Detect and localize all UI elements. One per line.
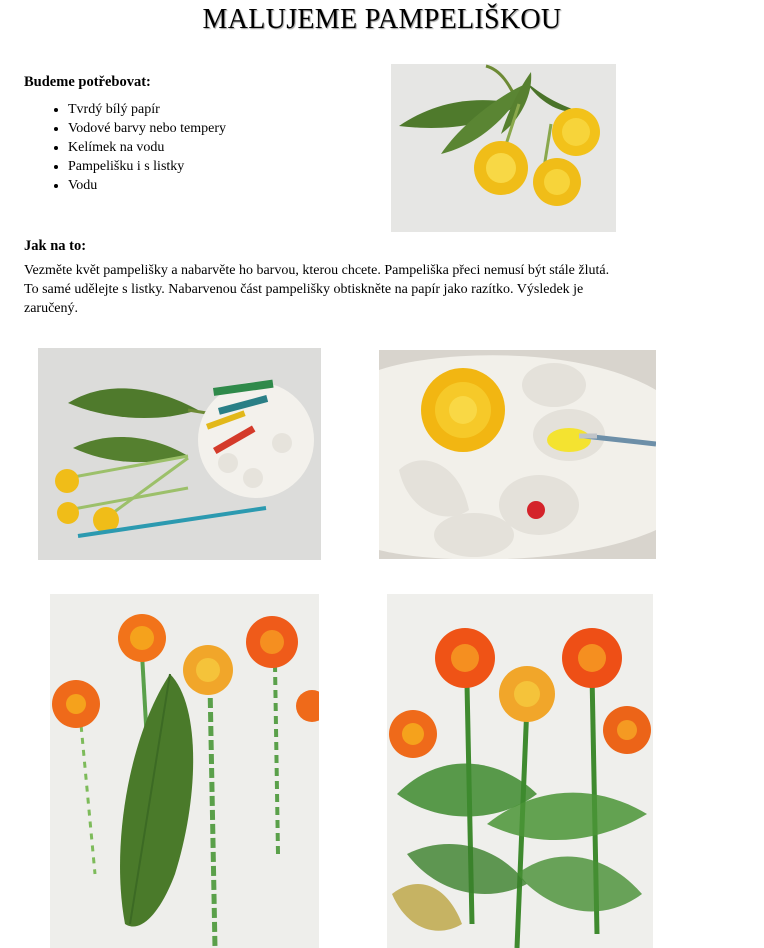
- howto-paragraph: [24, 261, 684, 318]
- howto-heading: Jak na to:: [24, 238, 87, 254]
- painting-photo: [379, 350, 656, 559]
- list-item: • Vodové barvy nebo tempery: [68, 119, 226, 138]
- page-title: MALUJEME PAMPELIŠKOU: [202, 4, 562, 35]
- howto-line: To samé udělejte s listky. Nabarvenou část pampelišky obtiskněte na papír jako razítko. Výsledek je: [24, 282, 584, 297]
- print-result-photo-1: [50, 594, 319, 948]
- howto-line: zaručený.: [24, 301, 79, 316]
- list-item: • Kelímek na vodu: [68, 138, 226, 157]
- howto-line: Vezměte květ pampelišky a nabarvěte ho barvou, kterou chcete. Pampeliška přeci nemusí být stále žlutá.: [24, 263, 610, 278]
- list-item: • Vodu: [68, 176, 226, 195]
- list-item: • Pampelišku i s listky: [68, 157, 226, 176]
- supplies-heading: Budeme potřebovat:: [24, 74, 151, 90]
- dandelion-photo: [391, 64, 616, 232]
- list-item: • Tvrdý bílý papír: [68, 100, 226, 119]
- supplies-photo: [38, 348, 321, 560]
- supplies-list: [48, 100, 226, 195]
- print-result-photo-2: [387, 594, 653, 948]
